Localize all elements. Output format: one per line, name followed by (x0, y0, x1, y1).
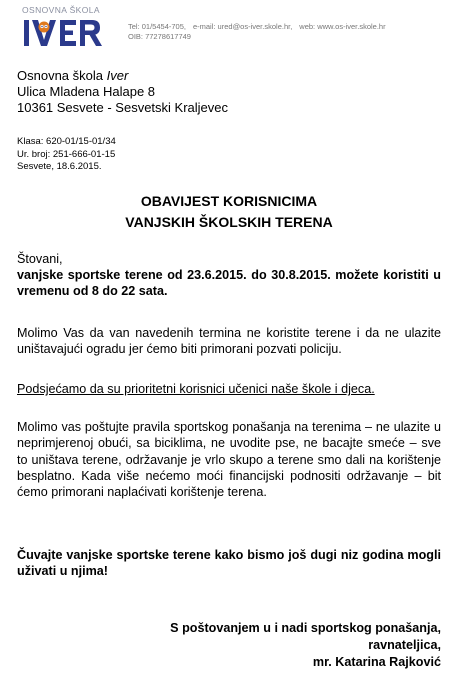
school-name: Iver (106, 68, 129, 83)
email-text: e-mail: ured@os-iver.skole.hr, (192, 22, 293, 31)
sender-address (17, 68, 228, 116)
city-line: 10361 Sesvete - Sesvetski Kraljevec (17, 100, 228, 115)
paragraph-priority: Podsjećamo da su prioritetni korisnici učenici naše škole i djeca. (17, 382, 375, 396)
greeting: Štovani, (17, 252, 63, 266)
paragraph-closing: Čuvajte vanjske sportske terene kako bismo još dugi niz godina mogli uživati u njima! (17, 548, 441, 579)
date-line: Sesvete, 18.6.2015. (17, 161, 102, 172)
logo-top-text: OSNOVNA ŠKOLA (22, 5, 100, 15)
paragraph-warning: Molimo Vas da van navedenih termina ne koristite terene i da ne ulazite uništavajući ogradu jer ćemo biti primorani pozvati policiju. (17, 326, 441, 357)
contact-info (128, 22, 386, 42)
klasa-line: Klasa: 620-01/15-01/34 (17, 136, 116, 147)
school-prefix: Osnovna škola (17, 68, 107, 83)
urbroj-line: Ur. broj: 251-666-01-15 (17, 148, 116, 160)
document-title (0, 191, 458, 233)
signature-line-1: S poštovanjem u i nadi sportskog ponašanja, (170, 621, 441, 635)
web-text: web: www.os-iver.skole.hr (299, 22, 386, 31)
oib-text: OIB: 77278617749 (128, 32, 191, 41)
document-meta (17, 136, 116, 174)
school-logo (22, 5, 114, 49)
title-line-2: VANJSKIH ŠKOLSKIH TERENA (125, 214, 333, 230)
phone-text: Tel: 01/5454-705, (128, 22, 186, 31)
title-line-1: OBAVIJEST KORISNICIMA (140, 193, 318, 209)
logo-emblem (22, 14, 114, 50)
signature-line-2: ravnateljica, (368, 638, 441, 652)
school-name-line (17, 68, 228, 84)
paragraph-dates: vanjske sportske terene od 23.6.2015. do 30.8.2015. možete koristiti u vremenu od 8 do 22 sata. (17, 268, 441, 299)
street-line: Ulica Mladena Halape 8 (17, 84, 156, 99)
signature-line-3: mr. Katarina Rajković (312, 655, 441, 669)
signature-block (170, 620, 441, 671)
contact-line-1 (128, 22, 386, 32)
paragraph-rules: Molimo vas poštujte pravila sportskog ponašanja na terenima – ne ulazite u neprimjerenoj obući, sa biciklima, ne uvodite pse, ne bacajte smeće – sve to uništava terene, održavanje je vrlo skupo a terene smo dali na korištenje besplatno. Kada više nećemo moći financijski podnositi održavanje – bit ćemo primorani naplaćivati korištenje terena. (17, 420, 441, 500)
